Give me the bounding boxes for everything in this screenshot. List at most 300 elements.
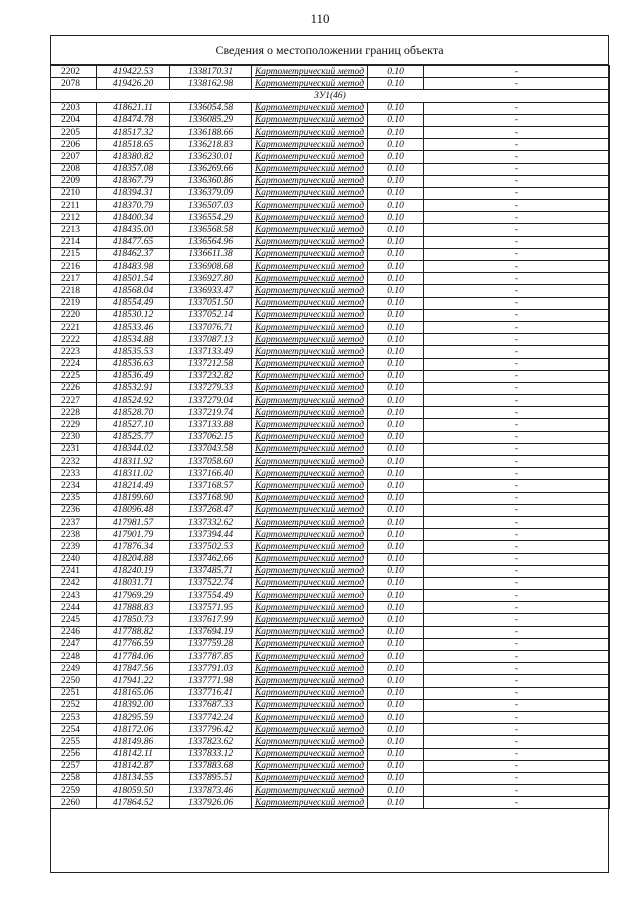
accuracy-cell: 0.10 <box>368 187 424 199</box>
method-cell: Картометрический метод <box>252 797 368 809</box>
coord-x-cell: 418344.02 <box>97 443 170 455</box>
coord-y-cell: 1337571.95 <box>170 602 252 614</box>
accuracy-cell: 0.10 <box>368 748 424 760</box>
table-row <box>51 675 610 687</box>
coord-x-cell: 418400.34 <box>97 212 170 224</box>
point-number-cell: 2206 <box>51 139 97 151</box>
coord-x-cell: 418477.65 <box>97 236 170 248</box>
point-number-cell: 2210 <box>51 187 97 199</box>
accuracy-cell: 0.10 <box>368 736 424 748</box>
note-cell: - <box>424 760 610 772</box>
method-cell: Картометрический метод <box>252 699 368 711</box>
coord-x-cell: 418533.46 <box>97 321 170 333</box>
coord-x-cell: 418517.32 <box>97 126 170 138</box>
note-cell: - <box>424 772 610 784</box>
method-cell: Картометрический метод <box>252 553 368 565</box>
note-cell: - <box>424 273 610 285</box>
note-cell: - <box>424 236 610 248</box>
point-number-cell: 2217 <box>51 273 97 285</box>
coord-y-cell: 1336554.29 <box>170 212 252 224</box>
accuracy-cell: 0.10 <box>368 66 424 78</box>
accuracy-cell: 0.10 <box>368 212 424 224</box>
table-row <box>51 565 610 577</box>
note-cell: - <box>424 334 610 346</box>
method-cell: Картометрический метод <box>252 419 368 431</box>
point-number-cell: 2236 <box>51 504 97 516</box>
table-row <box>51 273 610 285</box>
note-cell: - <box>424 78 610 90</box>
point-number-cell: 2254 <box>51 724 97 736</box>
coord-x-cell: 417981.57 <box>97 516 170 528</box>
accuracy-cell: 0.10 <box>368 248 424 260</box>
method-cell: Картометрический метод <box>252 602 368 614</box>
coord-x-cell: 418357.08 <box>97 163 170 175</box>
coord-y-cell: 1337332.62 <box>170 516 252 528</box>
accuracy-cell: 0.10 <box>368 224 424 236</box>
coord-x-cell: 417901.79 <box>97 529 170 541</box>
point-number-cell: 2226 <box>51 382 97 394</box>
coord-x-cell: 418165.06 <box>97 687 170 699</box>
accuracy-cell: 0.10 <box>368 785 424 797</box>
accuracy-cell: 0.10 <box>368 651 424 663</box>
note-cell: - <box>424 663 610 675</box>
coord-x-cell: 418394.31 <box>97 187 170 199</box>
boundary-coordinates-table <box>50 65 610 809</box>
coord-x-cell: 418392.00 <box>97 699 170 711</box>
accuracy-cell: 0.10 <box>368 431 424 443</box>
coord-y-cell: 1337617.99 <box>170 614 252 626</box>
accuracy-cell: 0.10 <box>368 139 424 151</box>
table-row <box>51 772 610 784</box>
coord-x-cell: 417888.83 <box>97 602 170 614</box>
table-row <box>51 516 610 528</box>
coord-x-cell: 418435.00 <box>97 224 170 236</box>
method-cell: Картометрический метод <box>252 66 368 78</box>
point-number-cell: 2256 <box>51 748 97 760</box>
method-cell: Картометрический метод <box>252 273 368 285</box>
method-cell: Картометрический метод <box>252 456 368 468</box>
note-cell: - <box>424 224 610 236</box>
coord-y-cell: 1336933.47 <box>170 285 252 297</box>
accuracy-cell: 0.10 <box>368 285 424 297</box>
method-cell: Картометрический метод <box>252 297 368 309</box>
note-cell: - <box>424 212 610 224</box>
coord-x-cell: 417766.59 <box>97 638 170 650</box>
table-row <box>51 577 610 589</box>
method-cell: Картометрический метод <box>252 236 368 248</box>
note-cell: - <box>424 590 610 602</box>
table-row <box>51 687 610 699</box>
coord-y-cell: 1338162.98 <box>170 78 252 90</box>
note-cell: - <box>424 675 610 687</box>
note-cell: - <box>424 516 610 528</box>
coord-y-cell: 1336230.01 <box>170 151 252 163</box>
coord-x-cell: 417941.22 <box>97 675 170 687</box>
coord-x-cell: 418370.79 <box>97 200 170 212</box>
coord-y-cell: 1337168.90 <box>170 492 252 504</box>
point-number-cell: 2218 <box>51 285 97 297</box>
table-row <box>51 638 610 650</box>
table-row <box>51 529 610 541</box>
coord-x-cell: 418528.70 <box>97 407 170 419</box>
method-cell: Картометрический метод <box>252 724 368 736</box>
point-number-cell: 2202 <box>51 66 97 78</box>
point-number-cell: 2214 <box>51 236 97 248</box>
point-number-cell: 2208 <box>51 163 97 175</box>
point-number-cell: 2219 <box>51 297 97 309</box>
coord-x-cell: 418311.02 <box>97 468 170 480</box>
coord-x-cell: 418240.19 <box>97 565 170 577</box>
table-row <box>51 553 610 565</box>
coord-x-cell: 419422.53 <box>97 66 170 78</box>
accuracy-cell: 0.10 <box>368 358 424 370</box>
note-cell: - <box>424 431 610 443</box>
coord-y-cell: 1337058.60 <box>170 456 252 468</box>
point-number-cell: 2215 <box>51 248 97 260</box>
note-cell: - <box>424 114 610 126</box>
method-cell: Картометрический метод <box>252 772 368 784</box>
accuracy-cell: 0.10 <box>368 577 424 589</box>
coord-x-cell: 418534.88 <box>97 334 170 346</box>
table-row <box>51 248 610 260</box>
point-number-cell: 2242 <box>51 577 97 589</box>
coord-x-cell: 418483.98 <box>97 261 170 273</box>
note-cell: - <box>424 395 610 407</box>
point-number-cell: 2248 <box>51 651 97 663</box>
table-row <box>51 480 610 492</box>
accuracy-cell: 0.10 <box>368 602 424 614</box>
coord-x-cell: 418214.49 <box>97 480 170 492</box>
accuracy-cell: 0.10 <box>368 687 424 699</box>
point-number-cell: 2221 <box>51 321 97 333</box>
accuracy-cell: 0.10 <box>368 590 424 602</box>
coord-x-cell: 418621.11 <box>97 102 170 114</box>
accuracy-cell: 0.10 <box>368 395 424 407</box>
method-cell: Картометрический метод <box>252 565 368 577</box>
page-number: 110 <box>310 11 330 26</box>
table-row <box>51 224 610 236</box>
accuracy-cell: 0.10 <box>368 382 424 394</box>
coord-y-cell: 1337212.58 <box>170 358 252 370</box>
accuracy-cell: 0.10 <box>368 102 424 114</box>
table-row <box>51 261 610 273</box>
coord-x-cell: 419426.20 <box>97 78 170 90</box>
coord-y-cell: 1337687.33 <box>170 699 252 711</box>
method-cell: Картометрический метод <box>252 78 368 90</box>
note-cell: - <box>424 468 610 480</box>
point-number-cell: 2227 <box>51 395 97 407</box>
table-row <box>51 711 610 723</box>
point-number-cell: 2203 <box>51 102 97 114</box>
note-cell: - <box>424 321 610 333</box>
table-row <box>51 66 610 78</box>
table-row <box>51 626 610 638</box>
accuracy-cell: 0.10 <box>368 553 424 565</box>
note-cell: - <box>424 687 610 699</box>
table-row <box>51 78 610 90</box>
coord-y-cell: 1337791.03 <box>170 663 252 675</box>
accuracy-cell: 0.10 <box>368 456 424 468</box>
table-row <box>51 175 610 187</box>
point-number-cell: 2260 <box>51 797 97 809</box>
note-cell: - <box>424 711 610 723</box>
method-cell: Картометрический метод <box>252 468 368 480</box>
coord-x-cell: 418554.49 <box>97 297 170 309</box>
note-cell: - <box>424 456 610 468</box>
coord-y-cell: 1336927.80 <box>170 273 252 285</box>
note-cell: - <box>424 261 610 273</box>
coord-x-cell: 418096.48 <box>97 504 170 516</box>
coord-x-cell: 418536.63 <box>97 358 170 370</box>
accuracy-cell: 0.10 <box>368 346 424 358</box>
accuracy-cell: 0.10 <box>368 480 424 492</box>
note-cell: - <box>424 175 610 187</box>
point-number-cell: 2223 <box>51 346 97 358</box>
note-cell: - <box>424 248 610 260</box>
table-row <box>51 431 610 443</box>
coord-x-cell: 418311.92 <box>97 456 170 468</box>
coord-y-cell: 1337279.04 <box>170 395 252 407</box>
accuracy-cell: 0.10 <box>368 419 424 431</box>
coord-y-cell: 1336611.38 <box>170 248 252 260</box>
accuracy-cell: 0.10 <box>368 334 424 346</box>
table-row <box>51 590 610 602</box>
coord-y-cell: 1337522.74 <box>170 577 252 589</box>
table-row <box>51 614 610 626</box>
method-cell: Картометрический метод <box>252 614 368 626</box>
coord-y-cell: 1336054.58 <box>170 102 252 114</box>
point-number-cell: 2234 <box>51 480 97 492</box>
coord-y-cell: 1337926.06 <box>170 797 252 809</box>
method-cell: Картометрический метод <box>252 126 368 138</box>
coord-x-cell: 418474.78 <box>97 114 170 126</box>
note-cell: - <box>424 577 610 589</box>
method-cell: Картометрический метод <box>252 541 368 553</box>
note-cell: - <box>424 797 610 809</box>
point-number-cell: 2230 <box>51 431 97 443</box>
table-row <box>51 382 610 394</box>
coord-y-cell: 1337168.57 <box>170 480 252 492</box>
coord-y-cell: 1337052.14 <box>170 309 252 321</box>
table-row <box>51 126 610 138</box>
point-number-cell: 2247 <box>51 638 97 650</box>
section-row <box>51 90 610 102</box>
accuracy-cell: 0.10 <box>368 407 424 419</box>
point-number-cell: 2078 <box>51 78 97 90</box>
note-cell: - <box>424 785 610 797</box>
note-cell: - <box>424 699 610 711</box>
note-cell: - <box>424 724 610 736</box>
table-row <box>51 395 610 407</box>
coord-y-cell: 1336085.29 <box>170 114 252 126</box>
note-cell: - <box>424 529 610 541</box>
point-number-cell: 2240 <box>51 553 97 565</box>
accuracy-cell: 0.10 <box>368 504 424 516</box>
point-number-cell: 2216 <box>51 261 97 273</box>
table-row <box>51 602 610 614</box>
table-title: Сведения о местоположении границ объекта <box>50 35 609 65</box>
method-cell: Картометрический метод <box>252 309 368 321</box>
coord-x-cell: 418142.11 <box>97 748 170 760</box>
point-number-cell: 2251 <box>51 687 97 699</box>
coord-y-cell: 1337051.50 <box>170 297 252 309</box>
coord-y-cell: 1337759.28 <box>170 638 252 650</box>
method-cell: Картометрический метод <box>252 443 368 455</box>
coord-x-cell: 418142.87 <box>97 760 170 772</box>
point-number-cell: 2243 <box>51 590 97 602</box>
coord-y-cell: 1337219.74 <box>170 407 252 419</box>
accuracy-cell: 0.10 <box>368 760 424 772</box>
coord-y-cell: 1337554.49 <box>170 590 252 602</box>
method-cell: Картометрический метод <box>252 748 368 760</box>
note-cell: - <box>424 419 610 431</box>
note-cell: - <box>424 480 610 492</box>
coord-y-cell: 1337716.41 <box>170 687 252 699</box>
table-row <box>51 699 610 711</box>
note-cell: - <box>424 748 610 760</box>
method-cell: Картометрический метод <box>252 151 368 163</box>
note-cell: - <box>424 139 610 151</box>
point-number-cell: 2232 <box>51 456 97 468</box>
method-cell: Картометрический метод <box>252 358 368 370</box>
table-row <box>51 370 610 382</box>
coord-y-cell: 1337823.62 <box>170 736 252 748</box>
coord-x-cell: 418172.06 <box>97 724 170 736</box>
point-number-cell: 2207 <box>51 151 97 163</box>
method-cell: Картометрический метод <box>252 334 368 346</box>
point-number-cell: 2239 <box>51 541 97 553</box>
table-row <box>51 236 610 248</box>
coord-x-cell: 418524.92 <box>97 395 170 407</box>
point-number-cell: 2259 <box>51 785 97 797</box>
note-cell: - <box>424 638 610 650</box>
coord-y-cell: 1337462.66 <box>170 553 252 565</box>
coord-y-cell: 1336379.09 <box>170 187 252 199</box>
point-number-cell: 2238 <box>51 529 97 541</box>
method-cell: Картометрический метод <box>252 785 368 797</box>
table-row <box>51 541 610 553</box>
accuracy-cell: 0.10 <box>368 370 424 382</box>
accuracy-cell: 0.10 <box>368 541 424 553</box>
accuracy-cell: 0.10 <box>368 675 424 687</box>
accuracy-cell: 0.10 <box>368 772 424 784</box>
coord-x-cell: 418525.77 <box>97 431 170 443</box>
method-cell: Картометрический метод <box>252 590 368 602</box>
point-number-cell: 2237 <box>51 516 97 528</box>
method-cell: Картометрический метод <box>252 626 368 638</box>
table-row <box>51 456 610 468</box>
accuracy-cell: 0.10 <box>368 175 424 187</box>
note-cell: - <box>424 602 610 614</box>
coord-x-cell: 418059.50 <box>97 785 170 797</box>
table-row <box>51 504 610 516</box>
point-number-cell: 2235 <box>51 492 97 504</box>
table-row <box>51 358 610 370</box>
coord-x-cell: 417864.52 <box>97 797 170 809</box>
coord-x-cell: 418518.65 <box>97 139 170 151</box>
method-cell: Картометрический метод <box>252 395 368 407</box>
coord-y-cell: 1337087.13 <box>170 334 252 346</box>
point-number-cell: 2258 <box>51 772 97 784</box>
coord-y-cell: 1337895.51 <box>170 772 252 784</box>
table-row <box>51 443 610 455</box>
table-row <box>51 139 610 151</box>
method-cell: Картометрический метод <box>252 638 368 650</box>
method-cell: Картометрический метод <box>252 102 368 114</box>
coord-y-cell: 1337232.82 <box>170 370 252 382</box>
table-row <box>51 760 610 772</box>
method-cell: Картометрический метод <box>252 139 368 151</box>
coord-y-cell: 1337694.19 <box>170 626 252 638</box>
method-cell: Картометрический метод <box>252 200 368 212</box>
table-row <box>51 736 610 748</box>
note-cell: - <box>424 346 610 358</box>
point-number-cell: 2225 <box>51 370 97 382</box>
coord-x-cell: 418536.49 <box>97 370 170 382</box>
method-cell: Картометрический метод <box>252 224 368 236</box>
coord-x-cell: 417788.82 <box>97 626 170 638</box>
accuracy-cell: 0.10 <box>368 273 424 285</box>
table-row <box>51 297 610 309</box>
accuracy-cell: 0.10 <box>368 492 424 504</box>
coord-y-cell: 1336908.68 <box>170 261 252 273</box>
point-number-cell: 2224 <box>51 358 97 370</box>
method-cell: Картометрический метод <box>252 407 368 419</box>
table-row <box>51 102 610 114</box>
point-number-cell: 2244 <box>51 602 97 614</box>
coord-y-cell: 1337771.98 <box>170 675 252 687</box>
method-cell: Картометрический метод <box>252 577 368 589</box>
method-cell: Картометрический метод <box>252 114 368 126</box>
table-row <box>51 151 610 163</box>
point-number-cell: 2246 <box>51 626 97 638</box>
accuracy-cell: 0.10 <box>368 126 424 138</box>
table-row <box>51 285 610 297</box>
coord-y-cell: 1337883.68 <box>170 760 252 772</box>
note-cell: - <box>424 285 610 297</box>
point-number-cell: 2205 <box>51 126 97 138</box>
method-cell: Картометрический метод <box>252 736 368 748</box>
point-number-cell: 2249 <box>51 663 97 675</box>
accuracy-cell: 0.10 <box>368 565 424 577</box>
table-row <box>51 651 610 663</box>
note-cell: - <box>424 309 610 321</box>
accuracy-cell: 0.10 <box>368 468 424 480</box>
method-cell: Картометрический метод <box>252 675 368 687</box>
note-cell: - <box>424 66 610 78</box>
note-cell: - <box>424 358 610 370</box>
coord-y-cell: 1337062.15 <box>170 431 252 443</box>
coord-x-cell: 418204.88 <box>97 553 170 565</box>
method-cell: Картометрический метод <box>252 760 368 772</box>
coord-y-cell: 1337268.47 <box>170 504 252 516</box>
accuracy-cell: 0.10 <box>368 699 424 711</box>
accuracy-cell: 0.10 <box>368 626 424 638</box>
point-number-cell: 2252 <box>51 699 97 711</box>
table-row <box>51 163 610 175</box>
accuracy-cell: 0.10 <box>368 614 424 626</box>
note-cell: - <box>424 102 610 114</box>
method-cell: Картометрический метод <box>252 431 368 443</box>
table-row <box>51 419 610 431</box>
section-label: 3У1(46) <box>51 90 610 102</box>
coord-y-cell: 1336568.58 <box>170 224 252 236</box>
table-row <box>51 334 610 346</box>
method-cell: Картометрический метод <box>252 370 368 382</box>
method-cell: Картометрический метод <box>252 175 368 187</box>
method-cell: Картометрический метод <box>252 212 368 224</box>
accuracy-cell: 0.10 <box>368 261 424 273</box>
